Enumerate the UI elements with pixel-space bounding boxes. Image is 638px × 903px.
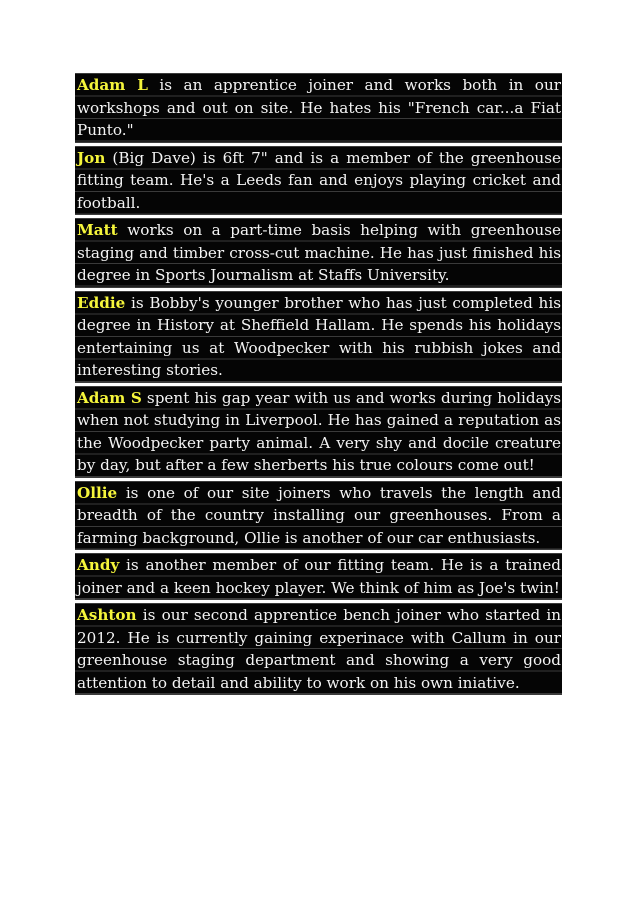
bio-name: Adam L bbox=[77, 76, 148, 94]
bio-name: Adam S bbox=[77, 388, 142, 407]
bio-name: Eddie bbox=[77, 293, 126, 312]
bio-text: (Big Dave) is 6ft 7" and is a member of the greenhouse fitting team. He's a Leeds fan and enjoys playing cricket and football. bbox=[77, 148, 561, 212]
bio-entry-ashton bbox=[75, 603, 562, 695]
bio-name: Andy bbox=[77, 556, 120, 574]
bio-text: works on a part-time basis helping with greenhouse staging and timber cross-cut machine. He has just finished his degree in Sports Journalism at Staffs University. bbox=[77, 221, 561, 284]
bio-entry-adam-l bbox=[75, 73, 562, 143]
bio-entry-matt bbox=[75, 218, 562, 288]
bio-text: is one of our site joiners who travels the length and breadth of the country installing our greenhouses. From a farming background, Ollie is another of our car enthusiasts. bbox=[77, 483, 561, 547]
bio-entry-eddie bbox=[75, 291, 562, 383]
bio-entry-jon bbox=[75, 146, 562, 216]
bio-text: is another member of our fitting team. He is a trained joiner and a keen hockey player. We think of him as Joe's twin! bbox=[77, 556, 561, 597]
bio-name: Jon bbox=[77, 148, 106, 167]
bio-name: Ollie bbox=[77, 483, 118, 502]
bio-entry-andy bbox=[75, 553, 562, 600]
staff-bio-list bbox=[75, 73, 562, 695]
bio-text: is our second apprentice bench joiner who started in 2012. He is currently gaining experinace with Callum in our greenhouse staging department and showing a very good attention to detail and ability to work on his own iniative. bbox=[77, 606, 561, 692]
bio-entry-ollie bbox=[75, 481, 562, 551]
bio-entry-adam-s bbox=[75, 386, 562, 478]
bio-text: spent his gap year with us and works during holidays when not studying in Liverpool. He has gained a reputation as the Woodpecker party animal. A very shy and docile creature by day, but after a few sherberts his true colours come out! bbox=[77, 388, 561, 474]
bio-name: Ashton bbox=[77, 606, 137, 624]
bio-name: Matt bbox=[77, 221, 118, 239]
bio-text: is Bobby's younger brother who has just completed his degree in History at Sheffield Hallam. He spends his holidays entertaining us at Woodpecker with his rubbish jokes and interesting stories. bbox=[77, 293, 561, 379]
bio-text: is an apprentice joiner and works both in our workshops and out on site. He hates his "French car...a Fiat Punto." bbox=[77, 76, 561, 139]
